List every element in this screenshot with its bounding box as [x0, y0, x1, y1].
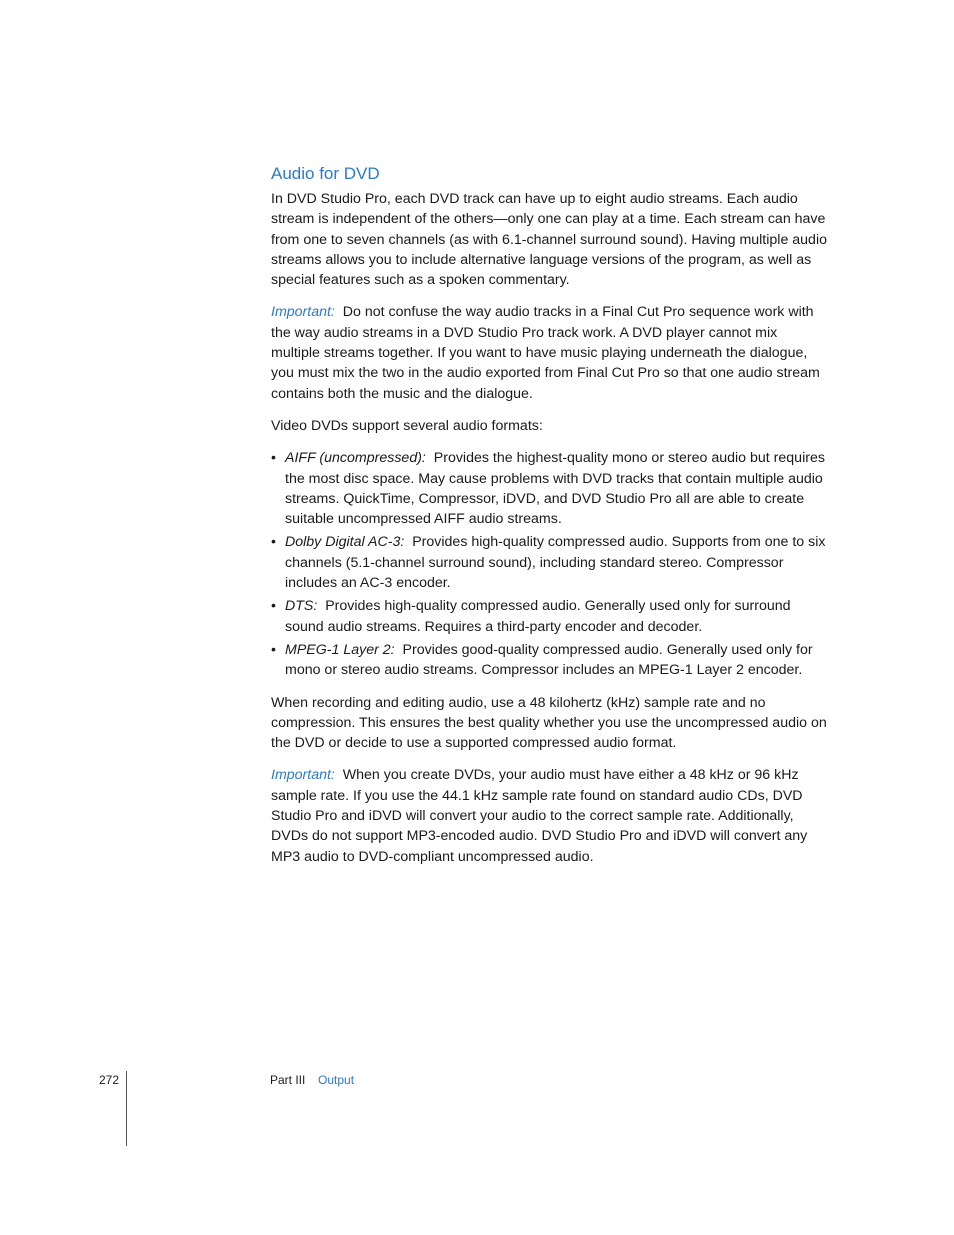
footer-section-label: Output — [318, 1073, 355, 1087]
important-note-1 — [271, 302, 827, 403]
list-item — [271, 596, 827, 637]
important-text: Do not confuse the way audio tracks in a Final Cut Pro sequence work with the way audio streams in a DVD Studio Pro track work. A DVD player cannot mix multiple streams together. If you want to have music playing underneath the dialogue, you must mix the two in the audio exported from Final Cut Pro so that one audio stream contains both the music and the dialogue. — [271, 304, 820, 402]
formats-intro: Video DVDs support several audio formats: — [271, 417, 543, 434]
page-number: 272 — [99, 1073, 120, 1087]
recording-paragraph: When recording and editing audio, use a 48 kilohertz (kHz) sample rate and no compression. This ensures the best quality whether you use the uncompressed audio on the DVD or decide to use a supported compressed audio format. — [271, 694, 827, 752]
important-text: When you create DVDs, your audio must have either a 48 kHz or 96 kHz sample rate. If you use the 44.1 kHz sample rate found on standard audio CDs, DVD Studio Pro and iDVD will convert your audio to the correct sample rate. Additionally, DVDs do not support MP3-encoded audio. DVD Studio Pro and iDVD will convert any MP3 audio to DVD-compliant uncompressed audio. — [271, 767, 808, 865]
list-item — [271, 640, 827, 681]
bullet-icon: • — [271, 641, 276, 658]
bullet-icon: • — [271, 534, 276, 551]
footer-part-label: Part III — [270, 1073, 306, 1087]
format-description: Provides good-quality compressed audio. Generally used only for mono or stereo audio streams. Compressor includes an MPEG-1 Layer 2 encoder. — [285, 641, 813, 679]
format-term: DTS: — [285, 598, 318, 615]
formats-list — [271, 448, 827, 680]
format-description: Provides high-quality compressed audio. Generally used only for surround sound audio streams. Requires a third-party encoder and decoder. — [285, 598, 791, 635]
important-label: Important: — [271, 304, 335, 321]
important-note-2 — [271, 765, 827, 866]
format-term: Dolby Digital AC-3: — [285, 534, 405, 551]
intro-paragraph: In DVD Studio Pro, each DVD track can have up to eight audio streams. Each audio stream is independent of the others—only one can play at a time. Each stream can have from one to seven channels (as with 6.1-channel surround sound). Having multiple audio streams allows you to include alternative language versions of the program, as well as special features such as a spoken commentary. — [271, 191, 827, 289]
bullet-icon: • — [271, 450, 276, 467]
format-description: Provides the highest-quality mono or stereo audio but requires the most disc space. May cause problems with DVD tracks that contain multiple audio streams. QuickTime, Compressor, iDVD, and DVD Studio Pro all are able to create suitable uncompressed AIFF audio streams. — [285, 450, 825, 528]
list-item — [271, 448, 827, 529]
bullet-icon: • — [271, 598, 276, 615]
list-item — [271, 532, 827, 593]
important-label: Important: — [271, 767, 335, 784]
format-term: AIFF (uncompressed): — [285, 450, 426, 467]
format-description: Provides high-quality compressed audio. Supports from one to six channels (5.1-channel surround sound), including standard stereo. Compressor includes an AC-3 encoder. — [285, 534, 826, 592]
format-term: MPEG-1 Layer 2: — [285, 641, 395, 658]
page-content — [271, 163, 827, 867]
footer-divider — [126, 1071, 127, 1146]
section-heading: Audio for DVD — [271, 164, 380, 183]
